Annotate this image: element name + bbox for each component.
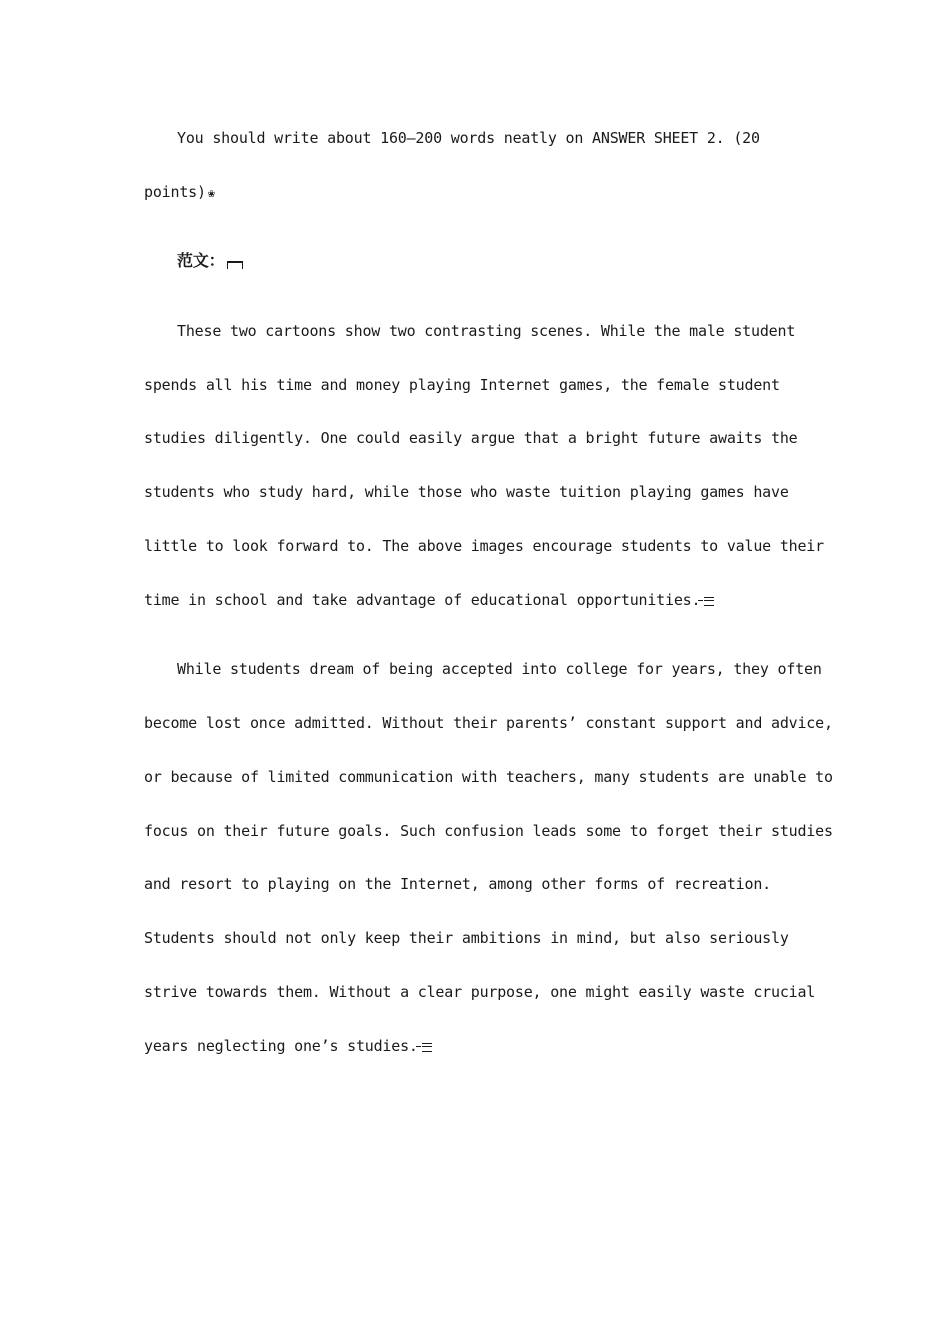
paragraph-1-line-2: spends all his time and money playing Internet games, the female student bbox=[144, 376, 780, 394]
instruction-line-2-text: points) bbox=[144, 183, 206, 201]
paragraph-2-line-1: While students dream of being accepted into college for years, they often bbox=[177, 660, 822, 678]
paragraph-1-line-6 bbox=[144, 590, 714, 610]
paragraph-2-line-5: and resort to playing on the Internet, among other forms of recreation. bbox=[144, 875, 771, 893]
paragraph-2-line-4: focus on their future goals. Such confusion leads some to forget their studies bbox=[144, 822, 833, 840]
instruction-line-2 bbox=[144, 182, 215, 203]
sample-heading-text: 范文： bbox=[177, 251, 225, 270]
line-break-icon bbox=[227, 261, 243, 269]
paragraph-1-line-6-text: time in school and take advantage of educational opportunities. bbox=[144, 591, 701, 609]
paragraph-2-line-6: Students should not only keep their ambitions in mind, but also seriously bbox=[144, 929, 789, 947]
paragraph-2-line-2: become lost once admitted. Without their parents’ constant support and advice, bbox=[144, 714, 833, 732]
paragraph-2-line-3: or because of limited communication with teachers, many students are unable to bbox=[144, 768, 833, 786]
paragraph-mark-icon bbox=[422, 1043, 432, 1052]
paragraph-1-line-3: studies diligently. One could easily argue that a bright future awaits the bbox=[144, 429, 798, 447]
paragraph-2-line-7: strive towards them. Without a clear purpose, one might easily waste crucial bbox=[144, 983, 816, 1001]
paragraph-1-line-4: students who study hard, while those who waste tuition playing games have bbox=[144, 483, 789, 501]
paragraph-2-line-8 bbox=[144, 1036, 432, 1056]
paragraph-mark-icon bbox=[704, 597, 714, 606]
paragraph-1-line-5: little to look forward to. The above images encourage students to value their bbox=[144, 537, 824, 555]
instruction-line-1: You should write about 160—200 words neatly on ANSWER SHEET 2. (20 bbox=[177, 129, 760, 147]
paragraph-2-line-8-text: years neglecting one’s studies. bbox=[144, 1037, 418, 1055]
paragraph-1-line-1: These two cartoons show two contrasting scenes. While the male student bbox=[177, 322, 796, 340]
anchor-icon: ❀ bbox=[207, 185, 215, 200]
sample-heading bbox=[177, 251, 243, 271]
